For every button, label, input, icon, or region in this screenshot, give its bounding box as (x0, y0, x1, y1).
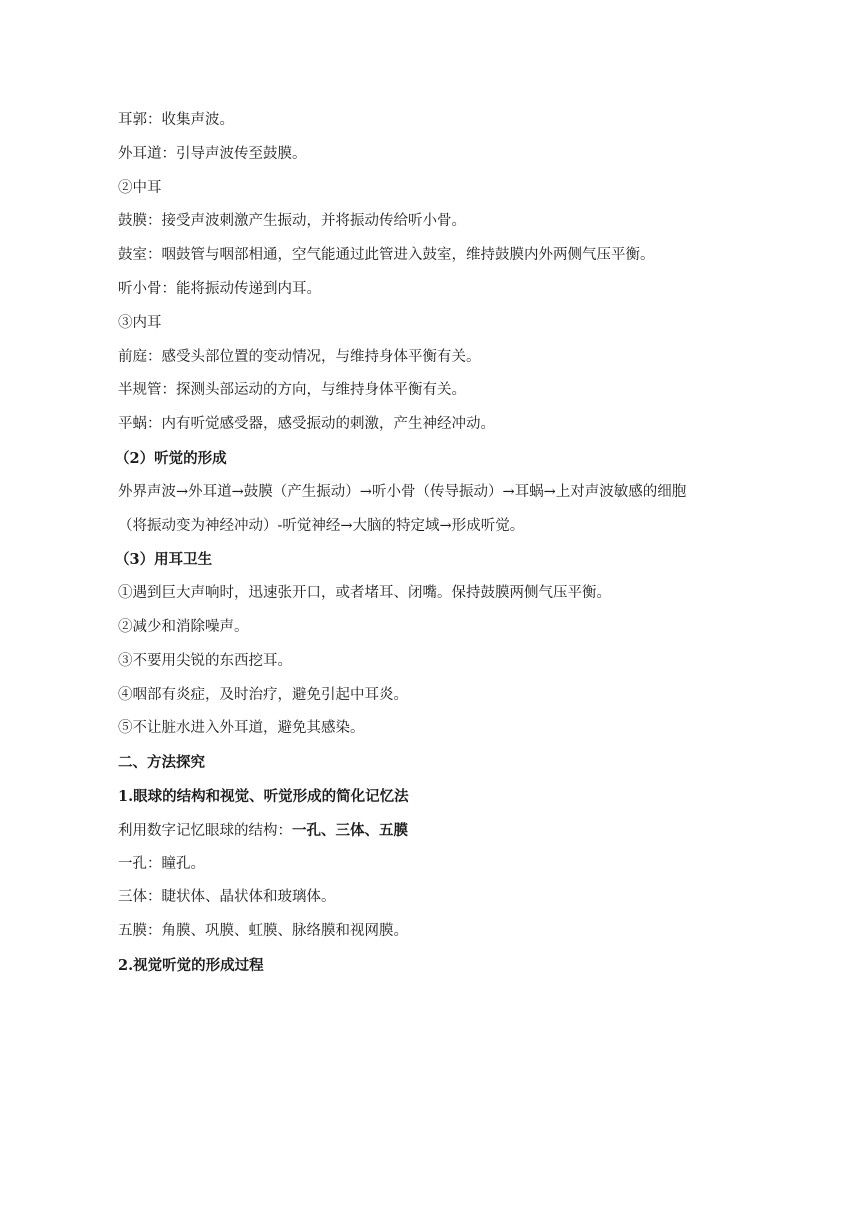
text-line: 一孔：瞳孔。 (118, 855, 205, 872)
list-item: ⑤不让脏水进入外耳道，避免其感染。 (118, 720, 365, 737)
text-line: 半规管：探测头部运动的方向，与维持身体平衡有关。 (118, 382, 466, 399)
text-line: 外耳道：引导声波传至鼓膜。 (118, 145, 307, 162)
text-line: 平蜗：内有听觉感受器，感受振动的刺激，产生神经冲动。 (118, 416, 495, 433)
subheading-middle-ear: ②中耳 (118, 179, 162, 196)
list-item: ④咽部有炎症，及时治疗，避免引起中耳炎。 (118, 686, 408, 703)
text-line: （将振动变为神经冲动）-听觉神经→大脑的特定域→形成听觉。 (118, 517, 525, 534)
subsection-heading-process: 2.视觉听觉的形成过程 (118, 956, 264, 974)
subheading-inner-ear: ③内耳 (118, 314, 162, 331)
text-prefix: 利用数字记忆眼球的结构： (118, 822, 292, 839)
document-page (115, 104, 758, 983)
text-emphasis: 一孔、三体、五膜 (292, 821, 408, 839)
text-line: 听小骨：能将振动传递到内耳。 (118, 280, 321, 297)
subsection-heading-memory: 1.眼球的结构和视觉、听觉形成的简化记忆法 (118, 787, 409, 805)
text-line: 五膜：角膜、巩膜、虹膜、脉络膜和视网膜。 (118, 923, 408, 940)
section-heading-method: 二、方法探究 (118, 754, 205, 772)
text-line (118, 814, 758, 848)
heading-ear-hygiene: （3）用耳卫生 (115, 551, 213, 569)
list-item: ①遇到巨大声响时，迅速张开口，或者堵耳、闭嘴。保持鼓膜两侧气压平衡。 (118, 585, 611, 602)
text-line: 三体：睫状体、晶状体和玻璃体。 (118, 889, 336, 906)
text-line: 鼓膜：接受声波刺激产生振动，并将振动传给听小骨。 (118, 213, 466, 230)
text-line: 耳郭：收集声波。 (118, 112, 234, 128)
list-item: ②减少和消除噪声。 (118, 618, 249, 635)
heading-hearing-formation: （2）听觉的形成 (115, 449, 227, 467)
text-line: 鼓室：咽鼓管与咽部相通，空气能通过此管进入鼓室，维持鼓膜内外两侧气压平衡。 (118, 247, 655, 264)
text-line: 前庭：感受头部位置的变动情况，与维持身体平衡有关。 (118, 348, 481, 365)
text-line: 外界声波→外耳道→鼓膜（产生振动）→听小骨（传导振动）→耳蜗→上对声波敏感的细胞 (118, 483, 687, 500)
list-item: ③不要用尖锐的东西挖耳。 (118, 652, 292, 669)
